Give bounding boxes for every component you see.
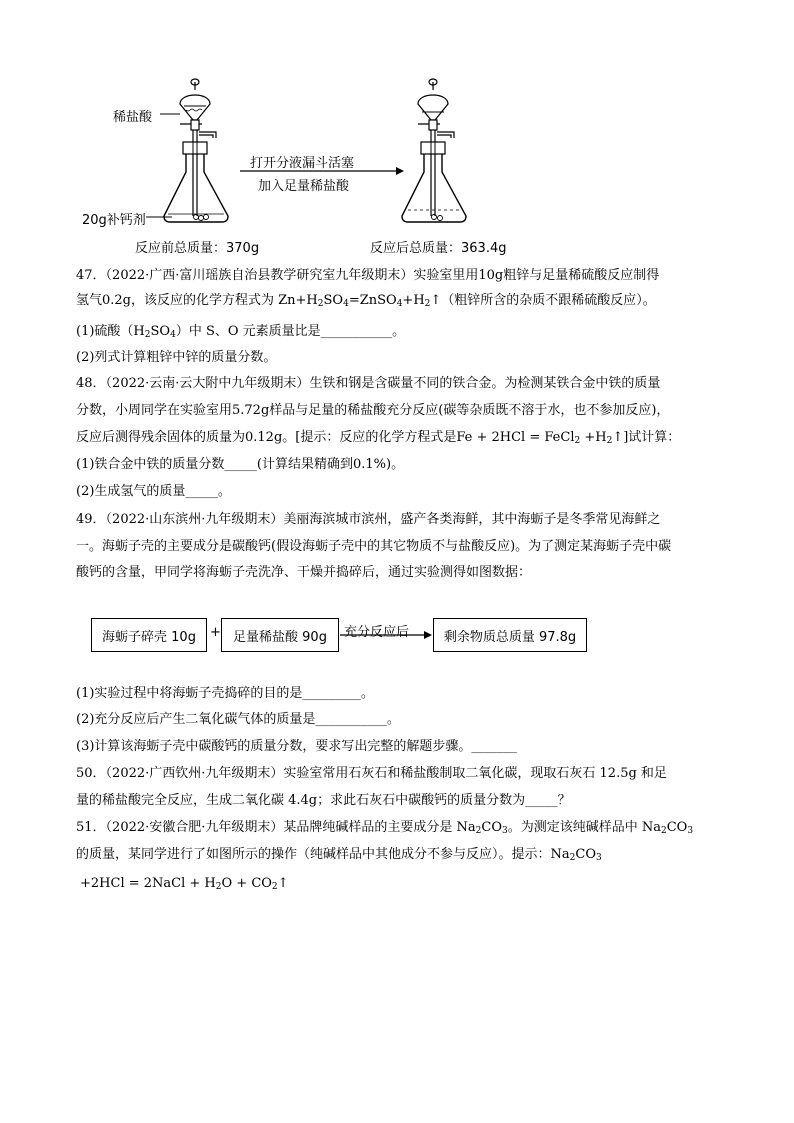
q49-part-1: (1)实验过程中将海蛎子壳捣碎的目的是_________。	[76, 686, 374, 701]
q47-part-1: (1)硫酸$(H_2SO_4)$中 S、O 元素质量比是___________。	[76, 324, 406, 340]
q51-line-2: 的质量，某同学进行了如图所示的操作（纯碱样品中其他成分不参与反应）。提示：$Na_2CO_3$	[76, 847, 602, 863]
q51-line-3: +2HCl = 2NaCl + $H_2O$ + $CO_2↑$	[80, 876, 289, 892]
arrow-label-bottom: 加入足量稀盐酸	[258, 179, 350, 194]
q50-line-1: 50．（2022·广西钦州·九年级期末）实验室常用石灰石和稀盐酸制取二氧化碳，现取石灰石 12.5g 和足	[76, 766, 667, 781]
q48-line-3: 反应后测得残余固体的质量为0.12g。[提示：反应的化学方程式是Fe + 2HCl = FeCl$_2$ $+H_2↑$]试计算：	[76, 430, 681, 446]
q48-line-2: 分数，小周同学在实验室用5.72g样品与足量的稀盐酸充分反应(碳等杂质既不溶于水，也不参加反应)，	[76, 403, 670, 418]
flow-arrow	[340, 630, 434, 640]
q47-line-2: 氢气0.2g，该反应的化学方程式为 $Zn+H_2SO_4=ZnSO_4+H_2↑$（粗锌所含的杂质不跟稀硫酸反应）。	[76, 293, 656, 309]
flask-right-drawing	[388, 76, 488, 226]
flow-arrow-label: 充分反应后	[344, 625, 410, 640]
q48-part-2: (2)生成氢气的质量_____。	[76, 484, 231, 499]
q49-line-3: 酸钙的含量，甲同学将海蛎子壳洗净、干燥并捣碎后，通过实验测得如图数据：	[76, 565, 532, 580]
q48-part-1: (1)铁合金中铁的质量分数_____(计算结果精确到0.1%)。	[76, 457, 405, 472]
label-dilute-hcl: 稀盐酸	[113, 110, 153, 125]
mass-after-caption: 反应后总质量：363.4g	[370, 241, 507, 256]
q49-line-2: 一。海蛎子壳的主要成分是碳酸钙(假设海蛎子壳中的其它物质不与盐酸反应)。为了测定某海蛎子壳中碳	[76, 539, 672, 554]
q49-part-3: (3)计算该海蛎子壳中碳酸钙的质量分数，要求写出完整的解题步骤。_______	[76, 739, 517, 754]
q51-line-1: 51．（2022·安徽合肥·九年级期末）某品牌纯碱样品的主要成分是 $Na_2CO_3$。为测定该纯碱样品中 $Na_2CO_3$	[76, 820, 694, 836]
arrow-label-top: 打开分液漏斗活塞	[250, 156, 355, 171]
q47-line-1: 47．（2022·广西·富川瑶族自治县教学研究室九年级期末）实验室里用10g粗锌与足量稀硫酸反应制得	[76, 268, 660, 283]
q49-line-1: 49．（2022·山东滨州·九年级期末）美丽海滨城市滨州，盛产各类海鲜，其中海蛎子是冬季常见海鲜之	[76, 512, 661, 527]
q49-part-2: (2)充分反应后产生二氧化碳气体的质量是___________。	[76, 712, 400, 727]
q50-line-2: 量的稀盐酸完全反应，生成二氧化碳 4.4g；求此石灰石中碳酸钙的质量分数为_____？	[76, 793, 571, 808]
flow-box-result: 剩余物质总质量 97.8g	[433, 618, 587, 652]
flow-box-acid: 足量稀盐酸 90g	[221, 618, 339, 652]
q47-part-2: (2)列式计算粗锌中锌的质量分数。	[76, 350, 277, 365]
q48-line-1: 48．（2022·云南·云大附中九年级期末）生铁和钢是含碳量不同的铁合金。为检测某铁合金中铁的质量	[76, 376, 661, 391]
mass-before-caption: 反应前总质量：370g	[135, 241, 260, 256]
flow-box-shell: 海蛎子碎壳 10g	[91, 618, 207, 652]
label-calcium-sample: 20g补钙剂	[82, 213, 146, 228]
flow-plus-sign: +	[210, 625, 221, 640]
